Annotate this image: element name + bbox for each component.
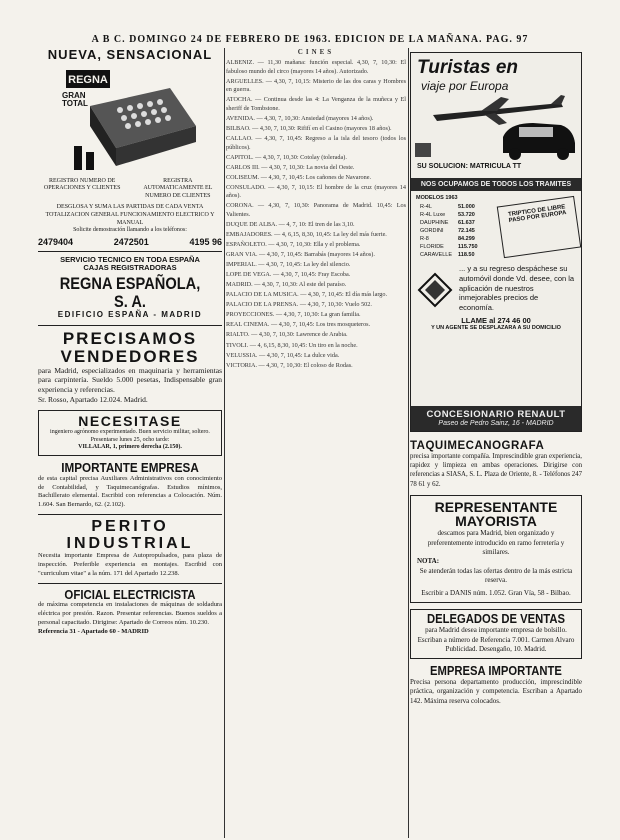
cinema-entry: CALLAO. — 4,30, 7, 10,45: Regreso a la isla del tesoro (todos los públicos). <box>226 135 406 151</box>
cinema-entry: LOPE DE VEGA. — 4,30, 7, 10,45: Fray Escoba. <box>226 271 351 279</box>
divider <box>38 514 222 515</box>
phone-number: 2472501 <box>113 237 149 248</box>
regna-features: DESGLOSA Y SUMA LAS PARTIDAS DE CADA VENTA TOTALIZACION GENERAL FUNCIONAMIENTO ELECTRICO Y MANUAL <box>45 204 215 226</box>
column-divider <box>224 48 225 838</box>
model-price: 53.720 <box>458 212 475 218</box>
service-line: SERVICIO TECNICO EN TODA ESPAÑA <box>60 255 200 265</box>
model-name: FLORIDE <box>420 244 444 250</box>
dealer-address: Paseo de Pedro Sainz, 16 - MADRID <box>438 420 554 427</box>
model-price: 61.637 <box>458 220 475 226</box>
price-table <box>416 202 482 260</box>
cinema-entry: ALBENIZ. — 11,30 mañana: función especial. 4,30, 7, 10,30: El fabuloso mundo del circo (mayores 14 años). Autorizado. <box>226 59 406 75</box>
cinema-entry: COLISEUM. — 4,30, 7, 10,45: Los cañones de Navarone. <box>226 173 372 181</box>
taquimecanografa-ad <box>410 440 582 489</box>
triptico-stamp: TRIPTICO DE LIBRE PASO POR EUROPA <box>497 196 581 258</box>
price-row <box>418 244 480 250</box>
divider <box>38 325 222 326</box>
delegados-ad <box>410 609 582 658</box>
price-row <box>418 204 480 210</box>
representante-body: descamos para Madrid, bien organizado y preferentemente introducido en ramo ferretería y similares. <box>427 529 565 556</box>
model-name: R-4L <box>420 204 432 210</box>
taqui-body: precisa importante compañía. Imprescindible gran experiencia, rapidez y limpieza en ambas operaciones. Dirigirse con referencias a SIASA, S. L. Plaza de Oriente, 8. - Teléfonos 247 78 61 y 62. <box>410 453 582 488</box>
price-row <box>418 228 480 234</box>
renault-promo: ... y a su regreso despáchese su automóvil donde Vd. desee, con la aplicación de nuestros inmejorables precios de economía. <box>459 264 575 312</box>
necesitase-body: ingeniero agrónomo experimentado. Buen servicio militar, soltero. Presentarse lunes 25, ocho tarde: <box>50 428 210 443</box>
cajas-line: CAJAS REGISTRADORAS <box>83 263 177 273</box>
tramites-band: NOS OCUPAMOS DE TODOS LOS TRAMITES <box>411 178 581 191</box>
renault-note: Y UN AGENTE SE DESPLAZARA A SU DOMICILIO <box>431 324 561 331</box>
model-name: R-4L Luxe <box>420 212 446 218</box>
renault-call: LLAME al 274 46 00 <box>461 315 531 325</box>
price-row <box>418 252 480 258</box>
regna-address: EDIFICIO ESPAÑA - MADRID <box>57 309 203 319</box>
precisamos-body: para Madrid, especializados en maquinaria y herramientas para carpintería. Sueldo 5.000 pesetas, Indispensable gran experiencia y referencias. <box>38 365 222 395</box>
regna-company: REGNA ESPAÑOLA, S. A. <box>59 273 201 311</box>
dealer-band <box>411 406 581 431</box>
representante-contact: Escribir a DANIS núm. 1.052. Gran Vía, 58 - Bilbao. <box>421 588 571 597</box>
phone-number: 2479404 <box>38 237 74 248</box>
importante-title: IMPORTANTE EMPRESA <box>61 460 199 476</box>
cinema-entry: VICTORIA. — 4,30, 7, 10,30: El coloso de Rodas. <box>226 361 353 369</box>
delegados-title: DELEGADOS DE VENTAS <box>427 612 565 627</box>
industrial-title: INDUSTRIAL <box>66 534 194 552</box>
turistas-subtitle: viaje por Europa <box>421 79 509 93</box>
empresa-ad <box>410 665 582 706</box>
nota-body: Se atenderán todas las ofertas dentro de la más estricta reserva. <box>419 566 573 585</box>
oficial-body: de máxima competencia en instalaciones de máquinas de soldadura eléctrica por presión. Razon. Presentar referencias. Buenos sueldos a personal capacitado. Dirigirse: Apartado de Correos núm. 10.230. <box>38 601 222 626</box>
price-row <box>418 236 480 242</box>
model-name: CARAVELLE <box>420 252 452 258</box>
cinema-entry: PALACIO DE LA MUSICA. — 4,30, 7, 10,45: El día más largo. <box>226 291 388 299</box>
middle-column <box>226 48 406 838</box>
plane-and-car-illustration <box>411 93 579 163</box>
cinema-entry: ARGUELLES. — 4,30, 7, 10,15: Misterio de las dos caras y Hombres en guerra. <box>226 77 406 94</box>
cinema-entry: ESPAÑOLETO. — 4,30, 7, 10,30: Ella y el problema. <box>226 241 361 249</box>
regna-ad <box>38 48 222 319</box>
taqui-title: TAQUIMECANOGRAFA <box>410 440 545 452</box>
phone-number: 4195 96 <box>189 237 222 248</box>
regna-request: Solicite demostración llamando a los teléfonos: <box>73 227 187 234</box>
regna-brand-logo: REGNA <box>68 73 108 86</box>
turistas-title: Turistas en <box>417 57 519 78</box>
divider <box>38 251 222 252</box>
cinema-entry: AVENIDA. — 4,30, 7, 10,30: Ansiedad (mayores 14 años). <box>226 114 374 122</box>
perito-title: PERITO <box>91 517 169 535</box>
listing-body <box>226 59 406 370</box>
cinema-entry: ATOCHA. — Continua desde las 4: La Venganza de la muñeca y El sheriff de Tombstone. <box>226 96 406 112</box>
price-row <box>418 212 480 218</box>
page-header: A B C. DOMINGO 24 DE FEBRERO DE 1963. EDICION DE LA MAÑANA. PAG. 97 <box>91 34 529 45</box>
representante-ad <box>410 495 582 603</box>
cinema-entry: VELUSSIA. — 4,30, 7, 10,45: La dulce vida. <box>226 351 340 359</box>
caption-clients: REGISTRA AUTOMATICAMENTE EL NUMERO DE CLIENTES <box>143 177 213 200</box>
cinema-entry: CARLOS III. — 4,30, 7, 10,30: La novia del Oeste. <box>226 163 355 171</box>
oficial-ref: Referencia 31 - Apartado 60 - MADRID <box>38 627 149 635</box>
car-icon <box>503 123 575 160</box>
divider <box>38 583 222 584</box>
perito-body: Necesita importante Empresa de Autopropulsados, para plaza de inspección. Preferible experiencia en montajes. Escribid con "curriculum vitae" a la núm. 171 del Apartado 12.238. <box>38 552 222 578</box>
cinema-entry: PROYECCIONES. — 4,30, 7, 10,30: La gran familia. <box>226 311 361 319</box>
importante-body: de esta capital precisa Auxiliares Administrativos con conocimiento de Contabilidad, y Taquimecanógrafas. Estudios mínimos, Bachillerato elemental. Escribid con referencias a Colocación. Núm. 1.604. San Bernardo, 62. (2.102). <box>38 474 222 509</box>
cines-section-title: CINES <box>297 48 335 56</box>
precisamos-ad <box>38 330 222 405</box>
cash-register-icon <box>60 66 200 176</box>
column-divider <box>408 48 409 838</box>
mayorista-title: MAYORISTA <box>455 513 537 530</box>
left-column <box>38 48 222 818</box>
right-column <box>410 52 582 822</box>
renault-ad <box>410 52 582 432</box>
cinema-entry: CAPITOL. — 4,30, 7, 10,30: Cotolay (tolerada). <box>226 153 347 161</box>
precisamos-title: PRECISAMOS <box>62 329 198 349</box>
necesitase-ad <box>38 410 222 456</box>
cash-register-illustration <box>60 66 200 176</box>
empresa-title: EMPRESA IMPORTANTE <box>430 663 562 678</box>
necesitase-address: VILLALAR, 1, primero derecha (2.150). <box>78 444 182 451</box>
empresa-body: Precisa persona departamento producción, imprescindible práctica, organización y competencia. Escriban a Apartado 142. Máxima reserva colocados. <box>410 677 582 705</box>
model-price: 118.50 <box>458 252 475 258</box>
representante-title: REPRESENTANTE <box>434 498 558 515</box>
delegados-body: para Madrid desea importante empresa de bolsillo. Escriban a número de Referencia 7.001. Carmen Alvaro Publicidad. Desengaño, 10. Madrid. <box>417 626 575 654</box>
dealer-name: CONCESIONARIO RENAULT <box>426 409 566 420</box>
gran-total-label: GRAN TOTAL <box>62 90 88 108</box>
renault-diamond-icon <box>417 272 453 308</box>
cinema-entry: DUQUE DE ALBA. — 4, 7, 10: El tren de las 3,10. <box>226 220 355 228</box>
caption-operations: REGISTRO NUMERO DE OPERACIONES Y CLIENTES <box>43 177 121 192</box>
cinema-entry: REAL CINEMA. — 4,30, 7, 10,45: Los tres mosqueteros. <box>226 321 371 329</box>
model-name: R-8 <box>420 236 429 242</box>
cinema-entry: IMPERIAL. — 4,30, 7, 10,45: La ley del silencio. <box>226 261 351 269</box>
cinema-entry: MADRID. — 4,30, 7, 10,30: Al este del paraíso. <box>226 281 347 289</box>
airplane-icon <box>433 95 565 125</box>
cinema-entry: CORONA. — 4,30, 7, 10,30: Panorama de Madrid. 10,45: Los Valientes. <box>226 202 406 218</box>
nota-label: NOTA: <box>417 557 440 566</box>
model-name: GORDINI <box>420 228 444 234</box>
regna-headline: NUEVA, SENSACIONAL <box>47 48 213 62</box>
importante-ad <box>38 461 222 510</box>
model-price: 51.000 <box>458 204 475 210</box>
cinema-entry: PALACIO DE LA PRENSA. — 4,30, 7, 10,30: Vuelo 502. <box>226 301 372 309</box>
necesitase-title: NECESITASE <box>78 413 182 430</box>
phone-list <box>38 237 222 247</box>
cinema-listing <box>226 48 406 370</box>
price-row <box>418 220 480 226</box>
cinema-entry: EMBAJADORES. — 4, 6,15, 8,30, 10,45: La ley del más fuerte. <box>226 231 387 238</box>
vendedores-title: VENDEDORES <box>60 346 200 366</box>
model-price: 115.750 <box>458 244 478 250</box>
models-label: MODELOS 1963 <box>416 195 458 201</box>
perito-ad <box>38 519 222 579</box>
cinema-entry: TIVOLI. — 4, 6,15, 8,30, 10,45: Un tiro en la noche. <box>226 341 358 349</box>
oficial-ad <box>38 588 222 637</box>
precisamos-contact: Sr. Rosso, Apartado 12.024. Madrid. <box>38 394 148 404</box>
cinema-entry: RIALTO. — 4,30, 7, 10,30: Lawrence de Arabia. <box>226 331 348 339</box>
matricula-solution: SU SOLUCION: MATRICULA TT <box>417 163 522 170</box>
model-name: DAUPHINE <box>420 220 449 226</box>
cinema-entry: CONSULADO. — 4,30, 7, 10,15: El hombre de la cruz (mayores 14 años). <box>226 183 406 200</box>
oficial-title: OFICIAL ELECTRICISTA <box>64 586 196 602</box>
cinema-entry: GRAN VIA. — 4,30, 7, 10,45: Barrabás (mayores 14 años). <box>226 251 375 259</box>
model-price: 84.299 <box>458 236 475 242</box>
cinema-entry: BILBAO. — 4,30, 7, 10,30: Rififí en el Casino (mayores 18 años). <box>226 124 392 132</box>
model-price: 72.145 <box>458 228 475 234</box>
